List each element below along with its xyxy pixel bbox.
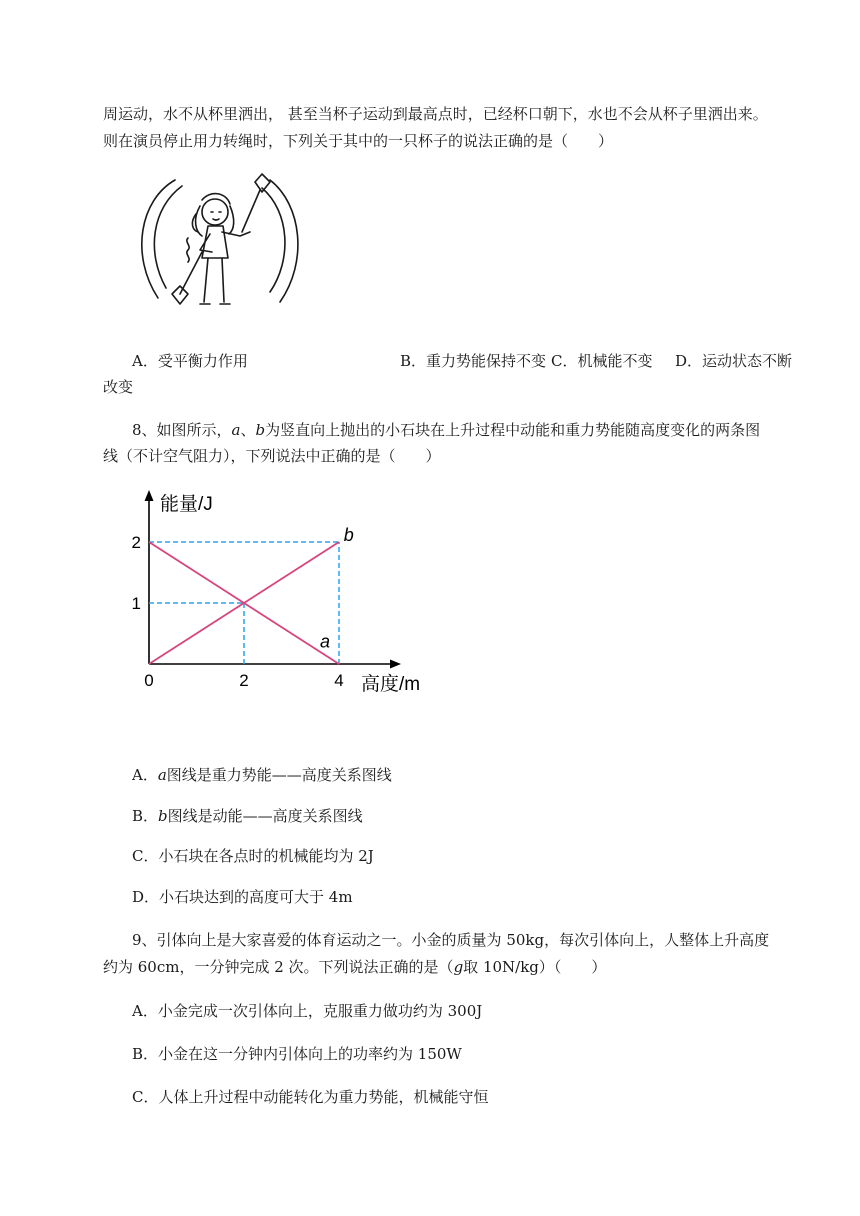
- q8-option-a-prefix: A．: [132, 766, 158, 784]
- x-tick-label-2: 2: [239, 671, 249, 690]
- q7-option-a: A．受平衡力作用: [132, 352, 248, 370]
- q8-var-a: a: [231, 421, 241, 439]
- q8-option-b-text: 图线是动能——高度关系图线: [167, 807, 363, 825]
- y-axis-label: 能量/J: [160, 494, 213, 515]
- q9-stem-line-1: 9、引体向上是大家喜爱的体育运动之一。小金的质量为 50kg，每次引体向上，人整体上升高度: [132, 931, 770, 949]
- series-label-a: a: [320, 631, 331, 652]
- q7-option-d: D．运动状态不断: [675, 352, 793, 370]
- q8-option-d: D．小石块达到的高度可大于 4m: [132, 888, 353, 906]
- q9-stem-line-2-pre: 约为 60cm，一分钟完成 2 次。下列说法正确的是（: [103, 958, 454, 976]
- q8-option-b-var: b: [158, 807, 168, 825]
- q7-option-c: C．机械能不变: [551, 352, 653, 370]
- origin-label: 0: [144, 671, 154, 690]
- q8-stem-prefix: 8、如图所示，: [132, 421, 232, 439]
- energy-height-chart: [130, 486, 440, 696]
- x-axis-label: 高度/m: [361, 674, 421, 695]
- y-axis-arrow: [145, 490, 154, 501]
- q8-option-a-text: 图线是重力势能——高度关系图线: [166, 766, 392, 784]
- q8-stem-line-2: 线（不计空气阻力），下列说法中正确的是（ ）: [103, 447, 441, 465]
- q9-stem-line-2: [103, 957, 606, 977]
- intro-line-1: 周运动，水不从杯里洒出， 甚至当杯子运动到最高点时，已经杯口朝下，水也不会从杯子里洒出来。: [103, 105, 768, 123]
- y-tick-label-1: 1: [131, 594, 141, 613]
- intro-line-2: 则在演员停止用力转绳时，下列关于其中的一只杯子的说法正确的是（ ）: [103, 132, 614, 150]
- y-tick-label-2: 2: [131, 533, 141, 552]
- q9-var-g: g: [453, 958, 464, 976]
- q8-option-a-var: a: [157, 766, 167, 784]
- q8-option-c: C．小石块在各点时的机械能均为 2J: [132, 847, 374, 865]
- q9-option-c: C．人体上升过程中动能转化为重力势能，机械能守恒: [132, 1088, 489, 1106]
- q9-option-b: B．小金在这一分钟内引体向上的功率约为 150W: [132, 1045, 462, 1063]
- q7-option-b: B．重力势能保持不变: [400, 352, 547, 370]
- performer-illustration: [130, 170, 310, 320]
- q8-var-b: b: [255, 421, 266, 439]
- q8-stem-rest: 为竖直向上抛出的小石块在上升过程中动能和重力势能随高度变化的两条图: [265, 421, 761, 439]
- x-tick-label-4: 4: [334, 671, 344, 690]
- q8-option-b: [132, 806, 363, 826]
- q9-option-a: A．小金完成一次引体向上，克服重力做功约为 300J: [132, 1002, 483, 1020]
- q8-stem-line-1: [132, 420, 760, 440]
- q9-stem-line-2-post: 取 10N/kg）（ ）: [463, 958, 607, 976]
- series-label-b: b: [343, 524, 354, 545]
- q7-option-d-continued: 改变: [103, 378, 134, 396]
- x-axis-arrow: [390, 660, 401, 669]
- q8-option-b-prefix: B．: [132, 807, 159, 825]
- q8-option-a: [132, 765, 392, 785]
- q8-sep: 、: [240, 421, 256, 439]
